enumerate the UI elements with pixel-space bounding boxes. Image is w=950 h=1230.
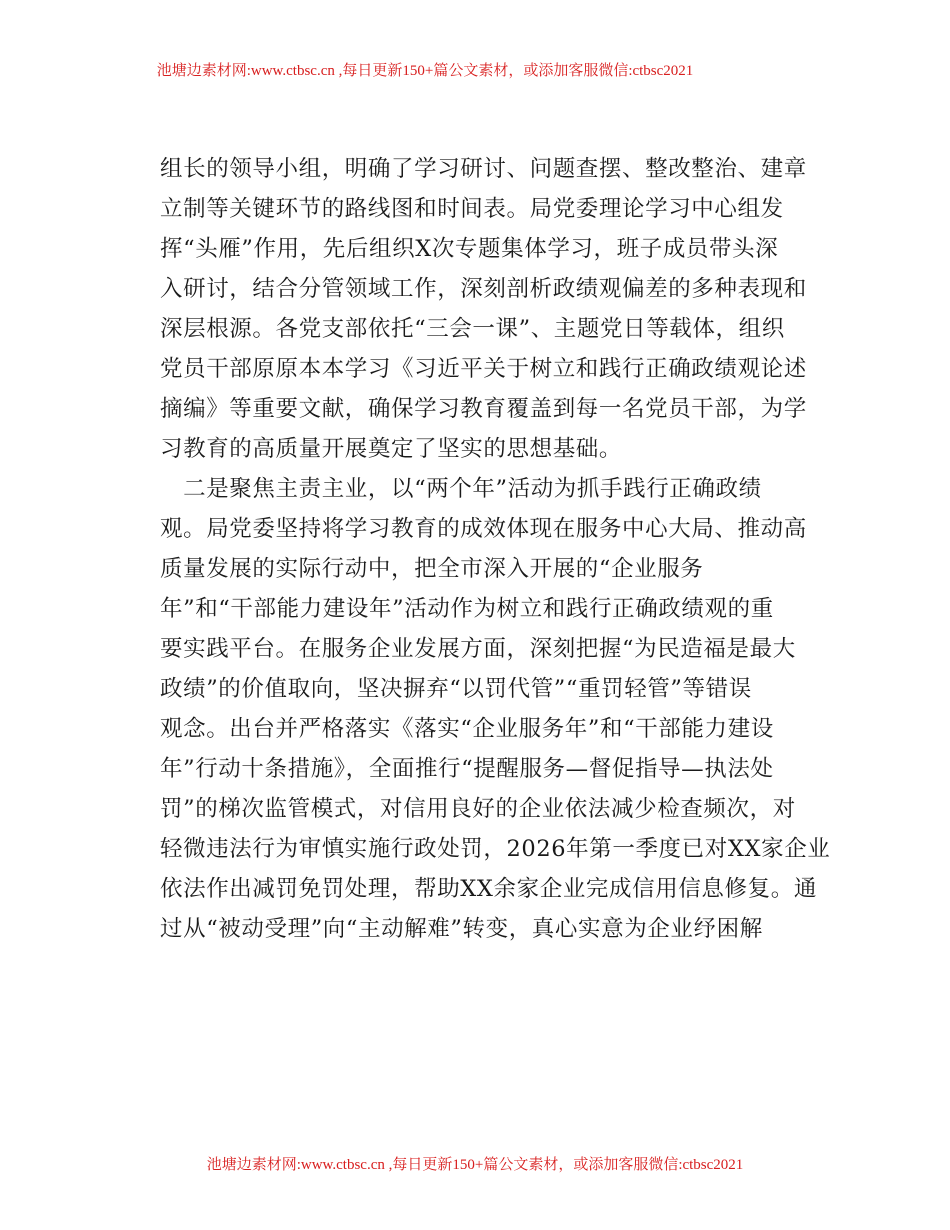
body-line: 年”行动十条措施》，全面推行“提醒服务—督促指导—执法处 [160,756,774,782]
body-line: 过从“被动受理”向“主动解难”转变，真心实意为企业纾困解 [160,916,763,942]
body-line: 罚”的梯次监管模式，对信用良好的企业依法减少检查频次，对 [160,796,796,822]
body-line: 质量发展的实际行动中，把全市深入开展的“企业服务 [160,556,704,582]
document-body [160,149,840,949]
body-line: 组长的领导小组，明确了学习研讨、问题查摆、整改整治、建章 [160,156,807,182]
body-line: 习教育的高质量开展奠定了坚实的思想基础。 [160,436,623,462]
body-line: 年”和“干部能力建设年”活动作为树立和践行正确政绩观的重 [160,596,774,622]
body-line: 入研讨，结合分管领域工作，深刻剖析政绩观偏差的多种表现和 [160,276,807,302]
footer-banner: 池塘边素材网:www.ctbsc.cn ,每日更新150+篇公文素材，或添加客服微信:ctbsc2021 [206,1157,744,1173]
header-banner: 池塘边素材网:www.ctbsc.cn ,每日更新150+篇公文素材，或添加客服微信:ctbsc2021 [156,63,694,79]
body-line: 要实践平台。在服务企业发展方面，深刻把握“为民造福是最大 [160,636,796,662]
body-line: 摘编》等重要文献，确保学习教育覆盖到每一名党员干部，为学 [160,396,807,422]
body-line: 深层根源。各党支部依托“三会一课”、主题党日等载体，组织 [160,316,785,342]
body-line: 观念。出台并严格落实《落实“企业服务年”和“干部能力建设 [160,716,774,742]
body-line: 政绩”的价值取向，坚决摒弃“以罚代管”“重罚轻管”等错误 [160,676,752,702]
body-line: 立制等关键环节的路线图和时间表。局党委理论学习中心组发 [160,196,784,222]
body-line: 轻微违法行为审慎实施行政处罚，2026年第一季度已对XX家企业 [160,836,831,862]
body-line: 党员干部原原本本学习《习近平关于树立和践行正确政绩观论述 [160,356,807,382]
body-line: 依法作出减罚免罚处理，帮助XX余家企业完成信用信息修复。通 [160,876,817,902]
body-line: 挥“头雁”作用，先后组织X次专题集体学习，班子成员带头深 [160,236,779,262]
body-line: 二是聚焦主责主业，以“两个年”活动为抓手践行正确政绩 [160,476,762,502]
body-line: 观。局党委坚持将学习教育的成效体现在服务中心大局、推动高 [160,516,807,542]
